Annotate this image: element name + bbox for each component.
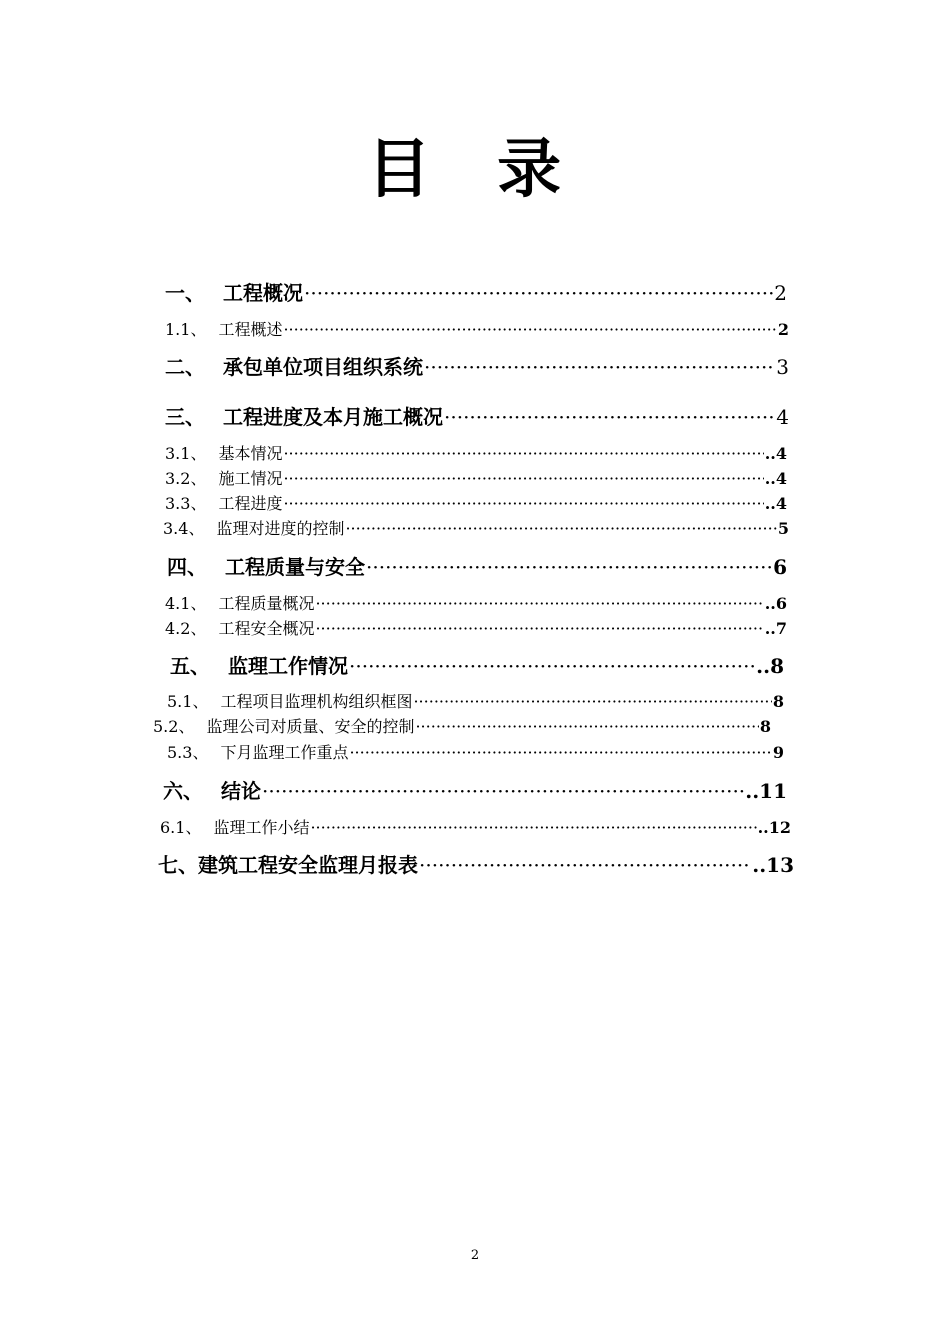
toc-entry-number: 四、 bbox=[167, 555, 207, 579]
toc-leader-dots bbox=[304, 281, 773, 305]
toc-entry-text: 工程质量概况 bbox=[218, 594, 315, 613]
toc-entry-number: 一、 bbox=[165, 281, 205, 305]
toc-leader-dots bbox=[283, 469, 763, 488]
toc-entry-text: 监理工作情况 bbox=[228, 654, 348, 678]
toc-entry-page: ..8 bbox=[756, 654, 784, 678]
toc-entry-text: 工程项目监理机构组织框图 bbox=[220, 692, 413, 711]
toc-entry-number: 3.2、 bbox=[165, 469, 207, 488]
toc-entry-page: ..7 bbox=[764, 619, 787, 638]
toc-entry-number: 5.1、 bbox=[167, 692, 209, 711]
toc-entry[interactable] bbox=[165, 317, 789, 340]
toc-leader-dots bbox=[424, 355, 775, 379]
toc-entry-text: 工程质量与安全 bbox=[225, 555, 365, 579]
toc-entry[interactable] bbox=[165, 491, 787, 514]
toc-entry-page: ..13 bbox=[752, 853, 794, 877]
toc-entry-page: 8 bbox=[772, 692, 784, 711]
toc-entry-number: 5.2、 bbox=[153, 717, 195, 736]
toc-entry[interactable] bbox=[167, 740, 784, 763]
toc-entry-text: 工程概述 bbox=[218, 320, 283, 339]
toc-entry-number: 4.1、 bbox=[165, 594, 207, 613]
toc-leader-dots bbox=[345, 519, 776, 538]
toc-entry[interactable] bbox=[158, 849, 794, 878]
toc-entry-number: 六、 bbox=[163, 779, 203, 803]
toc-entry[interactable] bbox=[163, 516, 789, 539]
toc-entry-page: ..4 bbox=[764, 469, 787, 488]
toc-entry-number: 1.1、 bbox=[165, 320, 207, 339]
toc-entry-number: 二、 bbox=[165, 355, 205, 379]
toc-entry-page: 4 bbox=[776, 405, 789, 429]
toc-entry-page: ..4 bbox=[764, 494, 787, 513]
toc-entry[interactable] bbox=[163, 775, 787, 804]
toc-entry-page: 3 bbox=[776, 355, 789, 379]
toc-entry-page: 2 bbox=[777, 320, 789, 339]
toc-entry-text: 承包单位项目组织系统 bbox=[223, 355, 423, 379]
toc-leader-dots bbox=[283, 320, 776, 339]
toc-entry-number: 3.4、 bbox=[163, 519, 205, 538]
toc-entry-text: 施工情况 bbox=[218, 469, 283, 488]
toc-leader-dots bbox=[415, 717, 758, 736]
toc-entry-text: 工程概况 bbox=[223, 281, 303, 305]
toc-leader-dots bbox=[413, 692, 771, 711]
toc-entry-page: ..11 bbox=[745, 779, 787, 803]
toc-entry-page: 6 bbox=[773, 555, 787, 579]
toc-entry[interactable] bbox=[165, 591, 787, 614]
toc-entry-number: 6.1、 bbox=[160, 818, 202, 837]
toc-leader-dots bbox=[349, 654, 755, 678]
toc-leader-dots bbox=[444, 405, 775, 429]
toc-entry[interactable] bbox=[165, 466, 787, 489]
toc-leader-dots bbox=[262, 779, 744, 803]
toc-leader-dots bbox=[315, 594, 763, 613]
toc-entry-text: 下月监理工作重点 bbox=[220, 743, 349, 762]
toc-entry-page: ..4 bbox=[764, 444, 787, 463]
toc-entry-page: 5 bbox=[777, 519, 789, 538]
toc-entry-text: 基本情况 bbox=[218, 444, 283, 463]
toc-title: 目 录 bbox=[366, 133, 584, 207]
toc-leader-dots bbox=[349, 743, 771, 762]
toc-entry-text: 工程进度及本月施工概况 bbox=[223, 405, 443, 429]
toc-entry-text: 监理公司对质量、安全的控制 bbox=[206, 717, 415, 736]
toc-entry[interactable] bbox=[165, 616, 787, 639]
toc-entry-text: 监理对进度的控制 bbox=[216, 519, 345, 538]
toc-entry-number: 3.3、 bbox=[165, 494, 207, 513]
toc-leader-dots bbox=[419, 853, 751, 877]
toc-entry-number: 3.1、 bbox=[165, 444, 207, 463]
toc-entry[interactable] bbox=[170, 650, 784, 679]
toc-entry-page: ..12 bbox=[757, 818, 791, 837]
toc-entry[interactable] bbox=[165, 401, 789, 430]
toc-entry-text: 工程安全概况 bbox=[218, 619, 315, 638]
toc-entry[interactable] bbox=[165, 351, 789, 380]
toc-entry[interactable] bbox=[153, 714, 771, 737]
toc-leader-dots bbox=[310, 818, 756, 837]
toc-entry-number: 三、 bbox=[165, 405, 205, 429]
toc-entry-text: 结论 bbox=[221, 779, 261, 803]
toc-leader-dots bbox=[283, 444, 763, 463]
toc-entry[interactable] bbox=[165, 441, 787, 464]
page-number: 2 bbox=[470, 1248, 480, 1263]
toc-entry-number: 4.2、 bbox=[165, 619, 207, 638]
toc-leader-dots bbox=[283, 494, 763, 513]
toc-entry[interactable] bbox=[167, 689, 784, 712]
toc-entry-number: 五、 bbox=[170, 654, 210, 678]
toc-entry-text: 工程进度 bbox=[218, 494, 283, 513]
toc-entry[interactable] bbox=[165, 277, 787, 306]
toc-leader-dots bbox=[366, 555, 772, 579]
toc-entry-number: 5.3、 bbox=[167, 743, 209, 762]
toc-leader-dots bbox=[315, 619, 763, 638]
toc-entry-page: 2 bbox=[774, 281, 787, 305]
toc-entry-text: 监理工作小结 bbox=[213, 818, 310, 837]
toc-entry-page: 8 bbox=[759, 717, 771, 736]
toc-entry[interactable] bbox=[160, 815, 791, 838]
toc-entry-text: 七、建筑工程安全监理月报表 bbox=[158, 853, 418, 877]
toc-entry-page: ..6 bbox=[764, 594, 787, 613]
toc-entry[interactable] bbox=[167, 551, 787, 580]
toc-entry-page: 9 bbox=[772, 743, 784, 762]
